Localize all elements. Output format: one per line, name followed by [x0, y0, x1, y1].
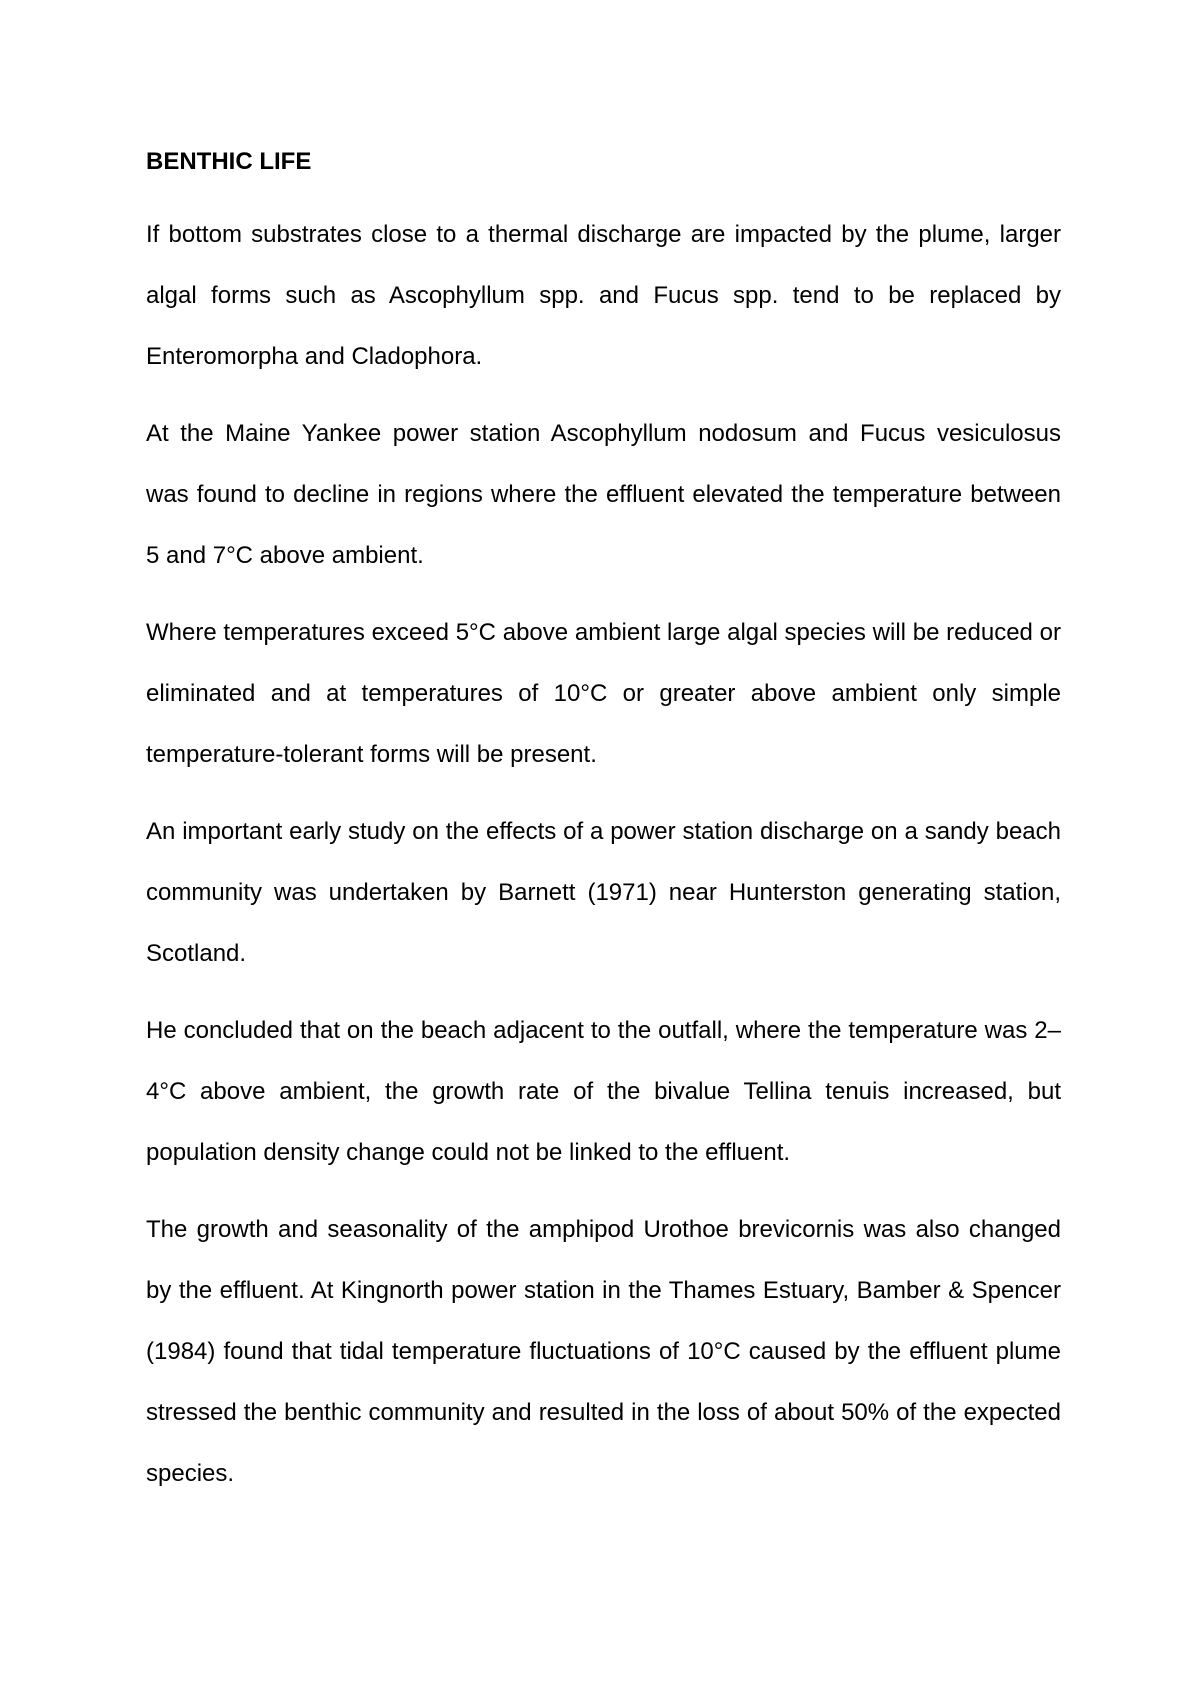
paragraph-algal-forms: If bottom substrates close to a thermal discharge are impacted by the plume, larger algal forms such as Ascophyllum spp. and Fucus spp. tend to be replaced by Enteromorpha and Cladophora.: [146, 221, 1061, 370]
paragraph-kingnorth-station: The growth and seasonality of the amphipod Urothoe brevicornis was also changed by the effluent. At Kingnorth power station in the Thames Estuary, Bamber & Spencer (1984) found that tidal temperature fluctuations of 10°C caused by the effluent plume stressed the benthic community and resulted in the loss of about 50% of the expected species.: [146, 1216, 1061, 1487]
paragraph-maine-yankee: At the Maine Yankee power station Ascophyllum nodosum and Fucus vesiculosus was found to decline in regions where the effluent elevated the temperature between 5 and 7°C above ambient.: [146, 420, 1061, 569]
paragraph-tellina-growth: He concluded that on the beach adjacent to the outfall, where the temperature was 2–4°C above ambient, the growth rate of the bivalue Tellina tenuis increased, but population density change could not be linked to the effluent.: [146, 1017, 1061, 1166]
section-heading: BENTHIC LIFE: [146, 148, 312, 175]
paragraph-temperature-thresholds: Where temperatures exceed 5°C above ambient large algal species will be reduced or eliminated and at temperatures of 10°C or greater above ambient only simple temperature-tolerant forms will be present.: [146, 619, 1061, 768]
document-body: [146, 138, 1061, 1520]
paragraph-barnett-study: An important early study on the effects of a power station discharge on a sandy beach community was undertaken by Barnett (1971) near Hunterston generating station, Scotland.: [146, 818, 1061, 967]
